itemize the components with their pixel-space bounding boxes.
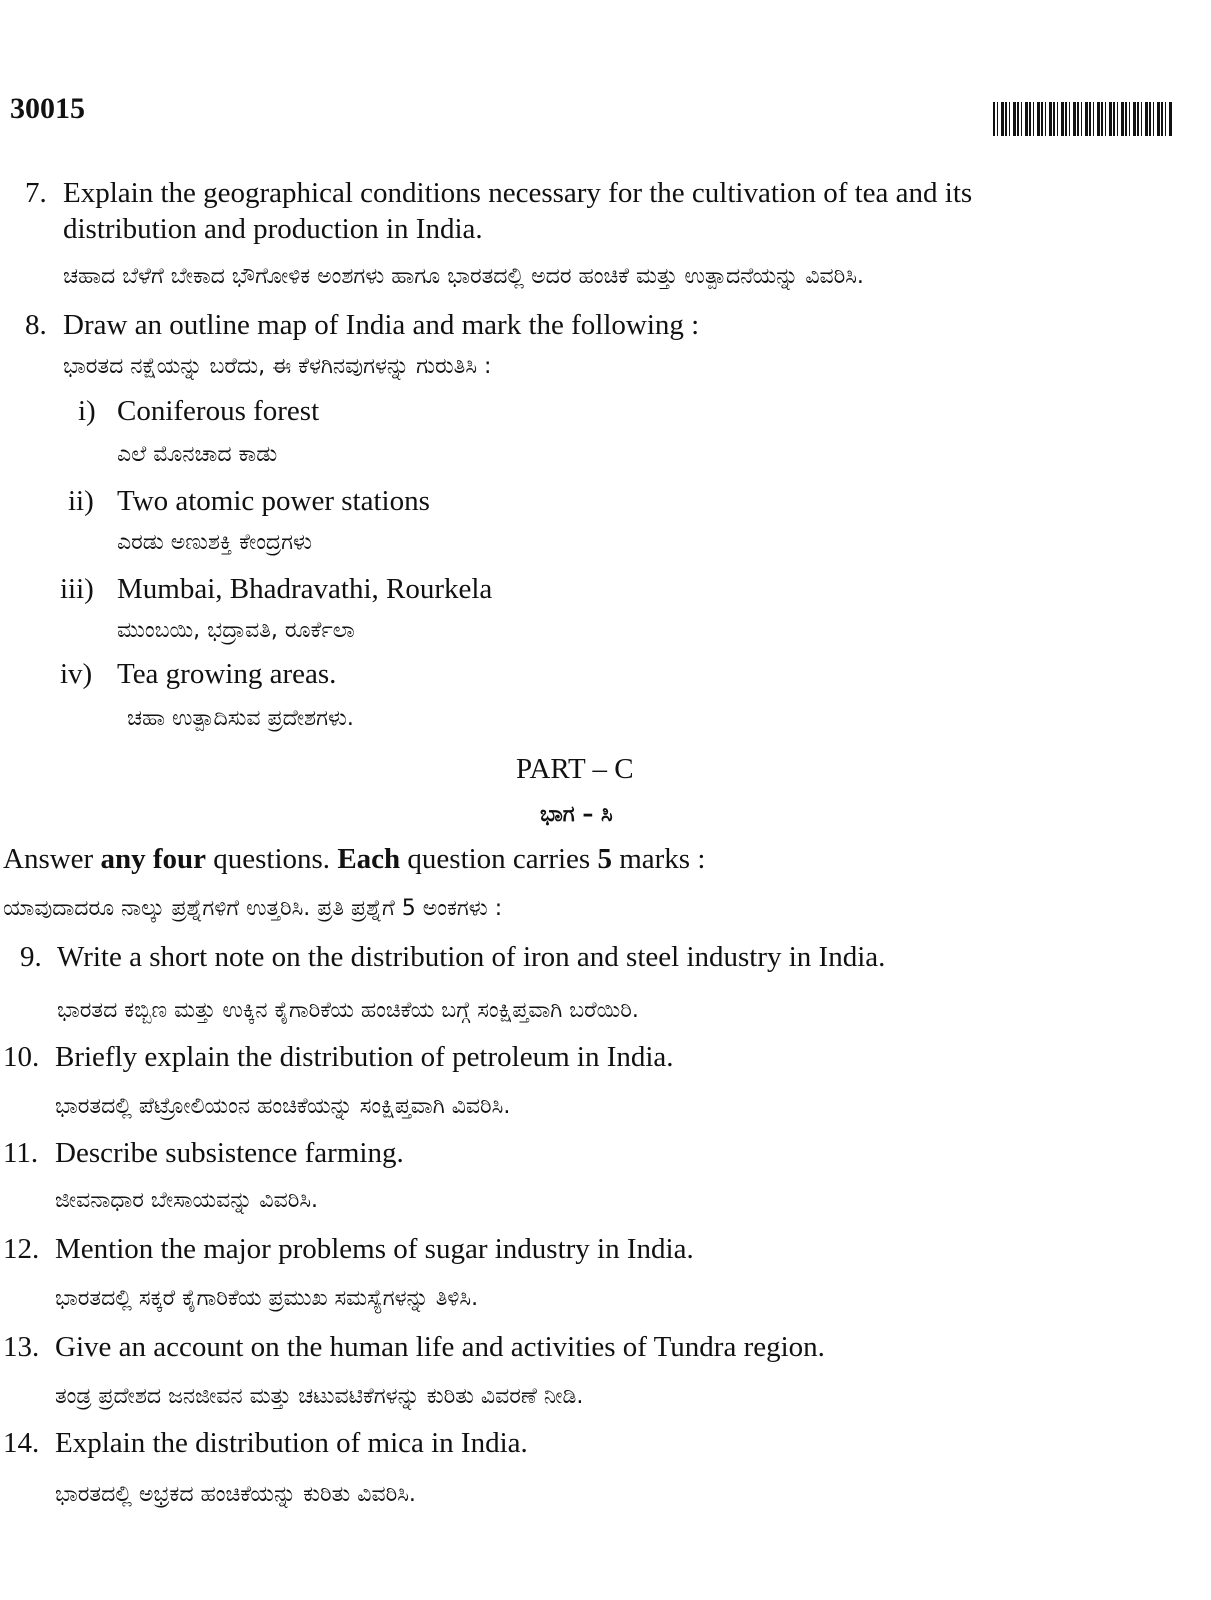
question-number: 13.: [3, 1331, 40, 1363]
item-text: Two atomic power stations: [117, 485, 430, 517]
question-text: Write a short note on the distribution of iron and steel industry in India.: [57, 941, 886, 973]
item-text: Tea growing areas.: [117, 658, 337, 690]
item-text: Mumbai, Bhadravathi, Rourkela: [117, 573, 493, 605]
item-number: iv): [60, 658, 93, 690]
item-kannada: ಎಲೆ ಮೊನಚಾದ ಕಾಡು: [117, 442, 278, 467]
question-kannada: ಜೀವನಾಧಾರ ಬೇಸಾಯವನ್ನು ವಿವರಿಸಿ.: [55, 1188, 319, 1213]
item-number: i): [78, 395, 96, 427]
item-kannada: ಚಹಾ ಉತ್ಪಾದಿಸುವ ಪ್ರದೇಶಗಳು.: [127, 706, 354, 731]
question-7-text: Explain the geographical conditions necessary for the cultivation of tea and its: [63, 177, 973, 209]
question-number: 8.: [25, 309, 47, 341]
paper-code: 30015: [10, 92, 85, 125]
question-7-kannada: ಚಹಾದ ಬೆಳೆಗೆ ಬೇಕಾದ ಭೌಗೋಳಿಕ ಅಂಶಗಳು ಹಾಗೂ ಭಾರತದಲ್ಲಿ ಅದರ ಹಂಚಿಕೆ ಮತ್ತು ಉತ್ಪಾದನೆಯನ್ನು ವಿವರಿಸಿ.: [63, 264, 864, 289]
instruction: Answer any four questions. Each question carries 5 marks :: [3, 843, 706, 875]
barcode: [993, 102, 1173, 136]
question-kannada: ಭಾರತದಲ್ಲಿ ಸಕ್ಕರೆ ಕೈಗಾರಿಕೆಯ ಪ್ರಮುಖ ಸಮಸ್ಯೆಗಳನ್ನು ತಿಳಿಸಿ.: [55, 1286, 479, 1311]
question-text: Give an account on the human life and activities of Tundra region.: [55, 1331, 825, 1363]
item-number: iii): [60, 573, 94, 605]
question-kannada: ತಂಡ್ರ ಪ್ರದೇಶದ ಜನಜೀವನ ಮತ್ತು ಚಟುವಟಿಕೆಗಳನ್ನು ಕುರಿತು ವಿವರಣೆ ನೀಡಿ.: [55, 1384, 584, 1409]
item-number: ii): [68, 485, 94, 517]
instruction-kannada: ಯಾವುದಾದರೂ ನಾಲ್ಕು ಪ್ರಶ್ನೆಗಳಿಗೆ ಉತ್ತರಿಸಿ. ಪ್ರತಿ ಪ್ರಶ್ನೆಗೆ 5 ಅಂಕಗಳು :: [3, 896, 503, 921]
question-text: Briefly explain the distribution of petroleum in India.: [55, 1041, 674, 1073]
item-kannada: ಎರಡು ಅಣುಶಕ್ತಿ ಕೇಂದ್ರಗಳು: [117, 530, 312, 555]
question-number: 7.: [25, 177, 47, 209]
question-kannada: ಭಾರತದಲ್ಲಿ ಪೆಟ್ರೋಲಿಯಂನ ಹಂಚಿಕೆಯನ್ನು ಸಂಕ್ಷಿಪ್ತವಾಗಿ ವಿವರಿಸಿ.: [55, 1094, 511, 1119]
question-7-text-cont: distribution and production in India.: [63, 213, 483, 245]
question-number: 10.: [3, 1041, 40, 1073]
question-text: Explain the distribution of mica in India.: [55, 1427, 528, 1459]
question-number: 11.: [3, 1137, 39, 1169]
item-kannada: ಮುಂಬಯಿ, ಭದ್ರಾವತಿ, ರೂರ್ಕೆಲಾ: [117, 618, 355, 643]
question-number: 12.: [3, 1233, 40, 1265]
question-kannada: ಭಾರತದ ಕಬ್ಬಿಣ ಮತ್ತು ಉಕ್ಕಿನ ಕೈಗಾರಿಕೆಯ ಹಂಚಿಕೆಯ ಬಗ್ಗೆ ಸಂಕ್ಷಿಪ್ತವಾಗಿ ಬರೆಯಿರಿ.: [57, 998, 639, 1023]
question-text: Describe subsistence farming.: [55, 1137, 404, 1169]
question-number: 9.: [20, 941, 42, 973]
question-text: Mention the major problems of sugar industry in India.: [55, 1233, 694, 1265]
question-number: 14.: [3, 1427, 40, 1459]
question-8-kannada: ಭಾರತದ ನಕ್ಷೆಯನ್ನು ಬರೆದು, ಈ ಕೆಳಗಿನವುಗಳನ್ನು ಗುರುತಿಸಿ :: [63, 354, 492, 379]
question-kannada: ಭಾರತದಲ್ಲಿ ಅಭ್ರಕದ ಹಂಚಿಕೆಯನ್ನು ಕುರಿತು ವಿವರಿಸಿ.: [55, 1482, 416, 1507]
question-8-text: Draw an outline map of India and mark the following :: [63, 309, 700, 341]
part-title-kannada: ಭಾಗ – ಸಿ: [540, 802, 613, 827]
part-title: PART – C: [516, 753, 634, 785]
item-text: Coniferous forest: [117, 395, 320, 427]
